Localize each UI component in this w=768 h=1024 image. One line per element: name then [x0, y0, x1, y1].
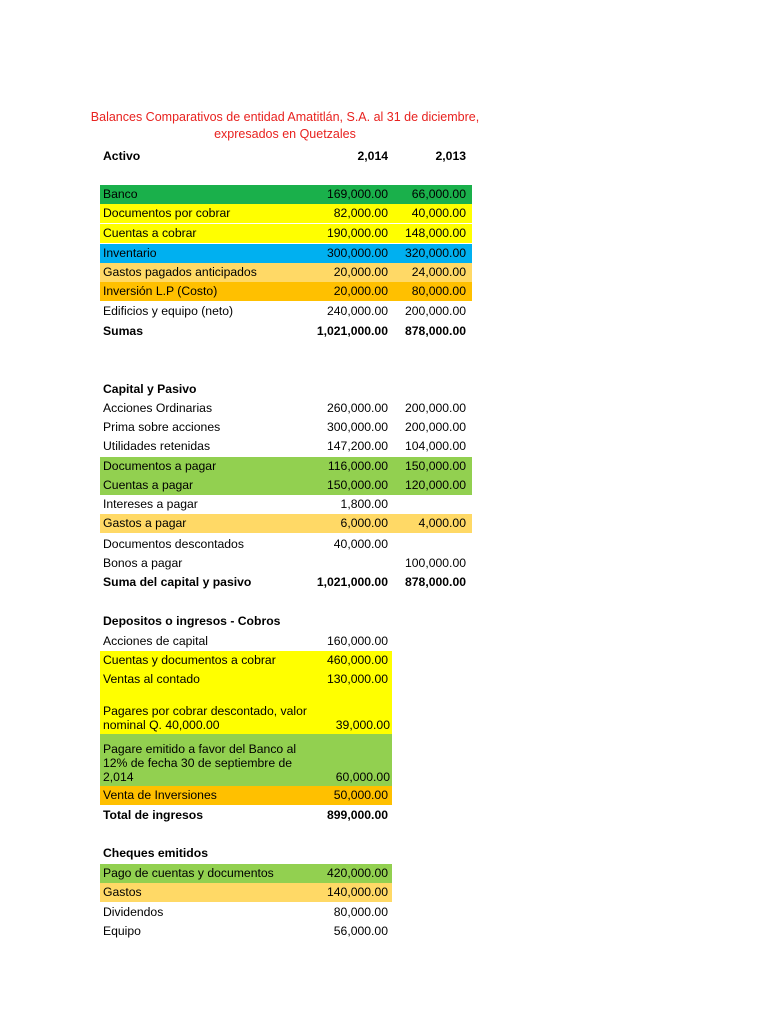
row-value-2014: 116,000.00: [327, 459, 388, 473]
row-value: 39,000.00: [335, 718, 390, 732]
row-value-2014: [300, 554, 390, 573]
table-row: [100, 457, 472, 476]
table-row: [100, 883, 392, 902]
row-value-2014: 82,000.00: [333, 206, 388, 220]
table-row: [100, 437, 472, 456]
row-value: 60,000.00: [335, 770, 390, 784]
row-value-2013: 40,000.00: [411, 206, 466, 220]
row-value: 420,000.00: [327, 866, 388, 880]
row-label: Prima sobre acciones: [103, 420, 221, 434]
table-row: [100, 864, 392, 883]
row-label: Ventas al contado: [103, 672, 200, 686]
row-label: Pagares por cobrar descontado, valor nominal Q. 40,000.00: [103, 704, 307, 732]
row-value-2013: 104,000.00: [405, 439, 466, 453]
table-row: [100, 302, 472, 321]
row-value-2014: 40,000.00: [333, 537, 388, 551]
ingresos-header-row: [100, 612, 392, 631]
row-value-2013: 4,000.00: [418, 516, 466, 530]
row-value-2013: [390, 535, 470, 554]
row-label: Dividendos: [103, 905, 164, 919]
row-label: Gastos: [103, 885, 142, 899]
row-value-2014: 147,200.00: [327, 439, 388, 453]
row-value-2013: 200,000.00: [405, 401, 466, 415]
row-value: 50,000.00: [333, 788, 388, 802]
row-value-2014: 169,000.00: [327, 187, 388, 201]
row-value-2014: 6,000.00: [340, 516, 388, 530]
capital-header: Capital y Pasivo: [103, 382, 197, 396]
cheques-header-row: [100, 844, 392, 863]
row-value-2013: 100,000.00: [405, 556, 466, 570]
row-label: Cuentas y documentos a cobrar: [103, 653, 276, 667]
activo-header: Activo: [103, 149, 141, 163]
row-label: Sumas: [103, 324, 143, 338]
table-row: [100, 495, 472, 514]
row-value-2013: 150,000.00: [405, 459, 466, 473]
table-row: [100, 476, 472, 495]
table-row: [100, 282, 472, 301]
row-label: Cuentas a pagar: [103, 478, 194, 492]
table-row: [100, 514, 472, 533]
row-value-2014: 190,000.00: [327, 226, 388, 240]
row-label: Total de ingresos: [103, 808, 203, 822]
row-value-2014: 1,800.00: [340, 497, 388, 511]
row-label: Documentos descontados: [103, 537, 244, 551]
row-label: Edificios y equipo (neto): [103, 304, 234, 318]
row-value-2013: 66,000.00: [411, 187, 466, 201]
row-label: Acciones Ordinarias: [103, 401, 213, 415]
row-value-2014: 20,000.00: [333, 265, 388, 279]
row-value-2013: 80,000.00: [411, 284, 466, 298]
row-value-2013: 200,000.00: [405, 420, 466, 434]
year-2014-header: 2,014: [357, 149, 388, 163]
row-label: Pagare emitido a favor del Banco al 12% de fecha 30 de septiembre de 2,014: [103, 742, 297, 784]
row-value-2014: 150,000.00: [327, 478, 388, 492]
row-value-2014: 300,000.00: [327, 246, 388, 260]
row-value: 56,000.00: [333, 924, 388, 938]
row-value-2014: 240,000.00: [327, 304, 388, 318]
row-value: 140,000.00: [327, 885, 388, 899]
row-label: Inventario: [103, 246, 157, 260]
row-label: Venta de Inversiones: [103, 788, 217, 802]
report-title-line2: expresados en Quetzales: [214, 127, 356, 141]
row-label: Utilidades retenidas: [103, 439, 211, 453]
capital-total-row: [100, 573, 472, 592]
table-row: [100, 903, 392, 922]
row-value: 80,000.00: [333, 905, 388, 919]
row-value: 460,000.00: [327, 653, 388, 667]
table-row: [100, 244, 472, 263]
row-value-2013: 320,000.00: [405, 246, 466, 260]
row-value-2014: 300,000.00: [327, 420, 388, 434]
row-value: 160,000.00: [327, 634, 388, 648]
row-label: Inversión L.P (Costo): [103, 284, 218, 298]
row-label: Equipo: [103, 924, 141, 938]
table-row: [100, 185, 472, 204]
row-label: Documentos a pagar: [103, 459, 217, 473]
table-row: [100, 698, 392, 734]
table-row: [100, 399, 472, 418]
capital-header-row: [100, 380, 472, 399]
table-row: [100, 224, 472, 243]
row-value: 899,000.00: [327, 808, 388, 822]
table-row: [100, 734, 392, 786]
table-row: [100, 263, 472, 282]
table-row: [100, 418, 472, 437]
activo-header-row: [100, 147, 472, 166]
row-value: 130,000.00: [327, 672, 388, 686]
activo-total-row: [100, 322, 472, 341]
cheques-header: Cheques emitidos: [103, 846, 208, 860]
row-value-2014: 1,021,000.00: [316, 324, 388, 338]
row-value-2013: 200,000.00: [405, 304, 466, 318]
row-label: Documentos por cobrar: [103, 206, 231, 220]
row-value-2013: 878,000.00: [405, 324, 466, 338]
year-2013-header: 2,013: [435, 149, 466, 163]
row-value-2014: 260,000.00: [327, 401, 388, 415]
row-value-2013: 120,000.00: [405, 478, 466, 492]
table-row: [100, 632, 392, 651]
table-row: [100, 204, 472, 223]
row-label: Banco: [103, 187, 138, 201]
row-label: Cuentas a cobrar: [103, 226, 197, 240]
row-value-2013: 148,000.00: [405, 226, 466, 240]
row-value-2013: 24,000.00: [411, 265, 466, 279]
row-label: Pago de cuentas y documentos: [103, 866, 274, 880]
row-label: Gastos pagados anticipados: [103, 265, 257, 279]
row-label: Suma del capital y pasivo: [103, 575, 252, 589]
table-row: [100, 670, 392, 698]
ingresos-header: Depositos o ingresos - Cobros: [103, 614, 281, 628]
row-label: Intereses a pagar: [103, 497, 198, 511]
row-label: Acciones de capital: [103, 634, 209, 648]
row-value-2014: 20,000.00: [333, 284, 388, 298]
row-label: Bonos a pagar: [103, 556, 183, 570]
row-label: Gastos a pagar: [103, 516, 187, 530]
table-row: [100, 922, 392, 941]
row-value-2013: 878,000.00: [405, 575, 466, 589]
row-value-2013: [390, 495, 470, 514]
table-row: [100, 786, 392, 805]
report-title: [60, 109, 510, 143]
table-row: [100, 535, 472, 554]
table-row: [100, 651, 392, 670]
row-value-2014: 1,021,000.00: [316, 575, 388, 589]
table-row: [100, 554, 472, 573]
report-title-line1: Balances Comparativos de entidad Amatitlán, S.A. al 31 de diciembre,: [90, 110, 480, 124]
ingresos-total-row: [100, 806, 392, 825]
